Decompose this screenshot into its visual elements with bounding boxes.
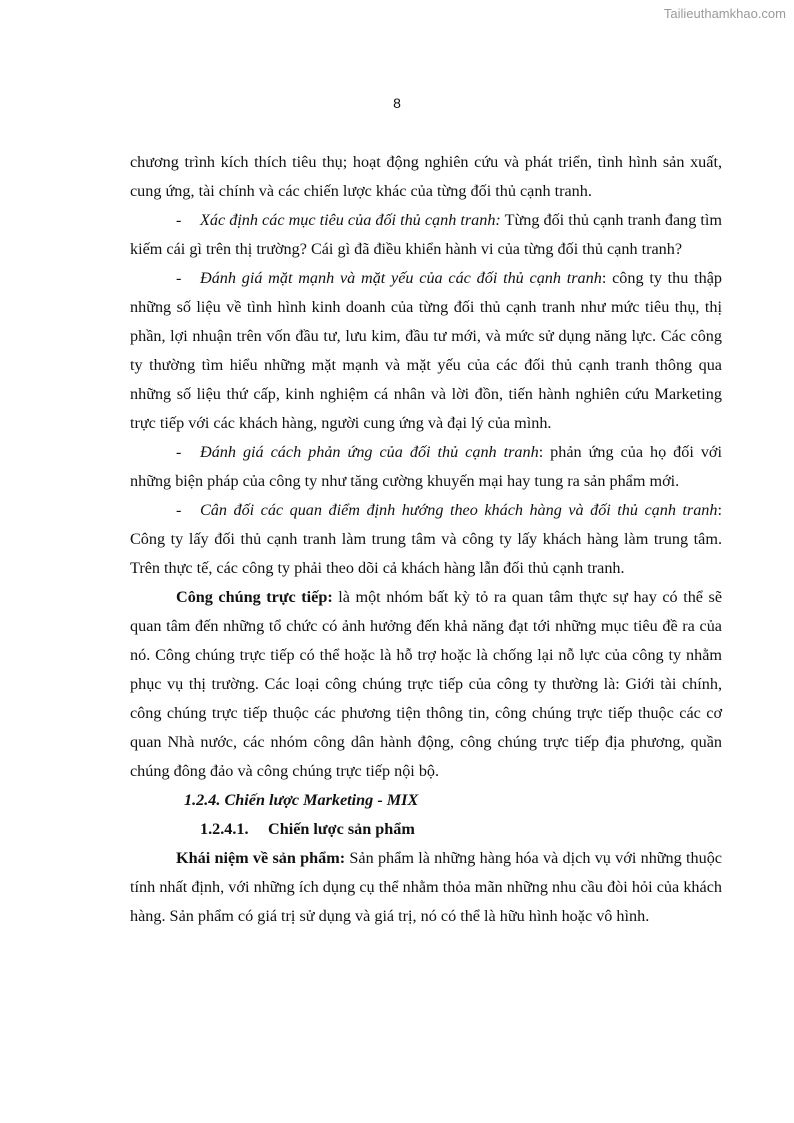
list-dash: - (176, 211, 182, 229)
document-body (130, 148, 722, 931)
term-text: là một nhóm bất kỳ tỏ ra quan tâm thực sự hay có thể sẽ quan tâm đến những tổ chức có ảnh hưởng đến khả năng đạt tới những mục tiêu đề ra của nó. Công chúng trực tiếp có thể hoặc là hỗ trợ hoặc là chống lại nỗ lực của công ty nhằm phục vụ thị trường. Các loại công chúng trực tiếp của công ty thường là: Giới tài chính, công chúng trực tiếp thuộc các phương tiện thông tin, công chúng trực tiếp thuộc các cơ quan Nhà nước, các nhóm công dân hành động, công chúng trực tiếp địa phương, quần chúng đông đảo và công chúng trực tiếp nội bộ. (130, 588, 722, 780)
paragraph-continuation: chương trình kích thích tiêu thụ; hoạt động nghiên cứu và phát triển, tình hình sản xuất, cung ứng, tài chính và các chiến lược khác của từng đối thủ cạnh tranh. (130, 153, 722, 200)
list-item (130, 264, 722, 438)
subsection-heading (130, 815, 722, 844)
subsection-number: 1.2.4.1. (200, 820, 249, 838)
list-item (130, 206, 722, 264)
watermark: Tailieuthamkhao.com (663, 6, 786, 21)
list-item-title: Cân đối các quan điểm định hướng theo khách hàng và đối thủ cạnh tranh (200, 501, 718, 519)
paragraph-product (130, 844, 722, 931)
term-label: Công chúng trực tiếp: (176, 588, 333, 606)
list-item-title: Đánh giá cách phản ứng của đối thủ cạnh tranh (200, 443, 539, 461)
list-item (130, 438, 722, 496)
list-item-title: Xác định các mục tiêu của đối thủ cạnh tranh: (200, 211, 501, 229)
page-number: 8 (393, 95, 401, 111)
list-dash: - (176, 443, 182, 461)
list-item-text: : Công ty lấy đối thủ cạnh tranh làm trung tâm và công ty lấy khách hàng làm trung tâm. Trên thực tế, các công ty phải theo dõi cả khách hàng lẫn đối thủ cạnh tranh. (130, 501, 722, 577)
list-item-text: Từng đối thủ cạnh tranh đang tìm kiếm cái gì trên thị trường? Cái gì đã điều khiển hành vi của từng đối thủ cạnh tranh? (130, 211, 723, 258)
paragraph-public (130, 583, 722, 786)
term-label: Khái niệm về sản phẩm: (176, 849, 346, 867)
subsection-title: Chiến lược sản phẩm (268, 820, 415, 838)
list-item (130, 496, 722, 583)
section-heading: 1.2.4. Chiến lược Marketing - MIX (184, 791, 419, 809)
term-text: Sản phẩm là những hàng hóa và dịch vụ với những thuộc tính nhất định, với những ích dụng cụ thể nhằm thỏa mãn những nhu cầu đòi hỏi của khách hàng. Sản phẩm có giá trị sử dụng và giá trị, nó có thể là hữu hình hoặc vô hình. (130, 849, 722, 925)
list-item-text: : phản ứng của họ đối với những biện pháp của công ty như tăng cường khuyến mại hay tung ra sản phẩm mới. (130, 443, 722, 490)
list-item-text: : công ty thu thập những số liệu về tình hình kinh doanh của từng đối thủ cạnh tranh như mức tiêu thụ, thị phần, lợi nhuận trên vốn đầu tư, lưu kim, đầu tư mới, và mức sử dụng năng lực. Các công ty thường tìm hiểu những mặt mạnh và mặt yếu của các đối thủ cạnh tranh thông qua những số liệu thứ cấp, kinh nghiệm cá nhân và lời đồn, tiến hành nghiên cứu Marketing trực tiếp với các khách hàng, người cung ứng và đại lý của mình. (130, 269, 723, 432)
list-dash: - (176, 269, 182, 287)
list-dash: - (176, 501, 182, 519)
list-item-title: Đánh giá mặt mạnh và mặt yếu của các đối thủ cạnh tranh (200, 269, 602, 287)
